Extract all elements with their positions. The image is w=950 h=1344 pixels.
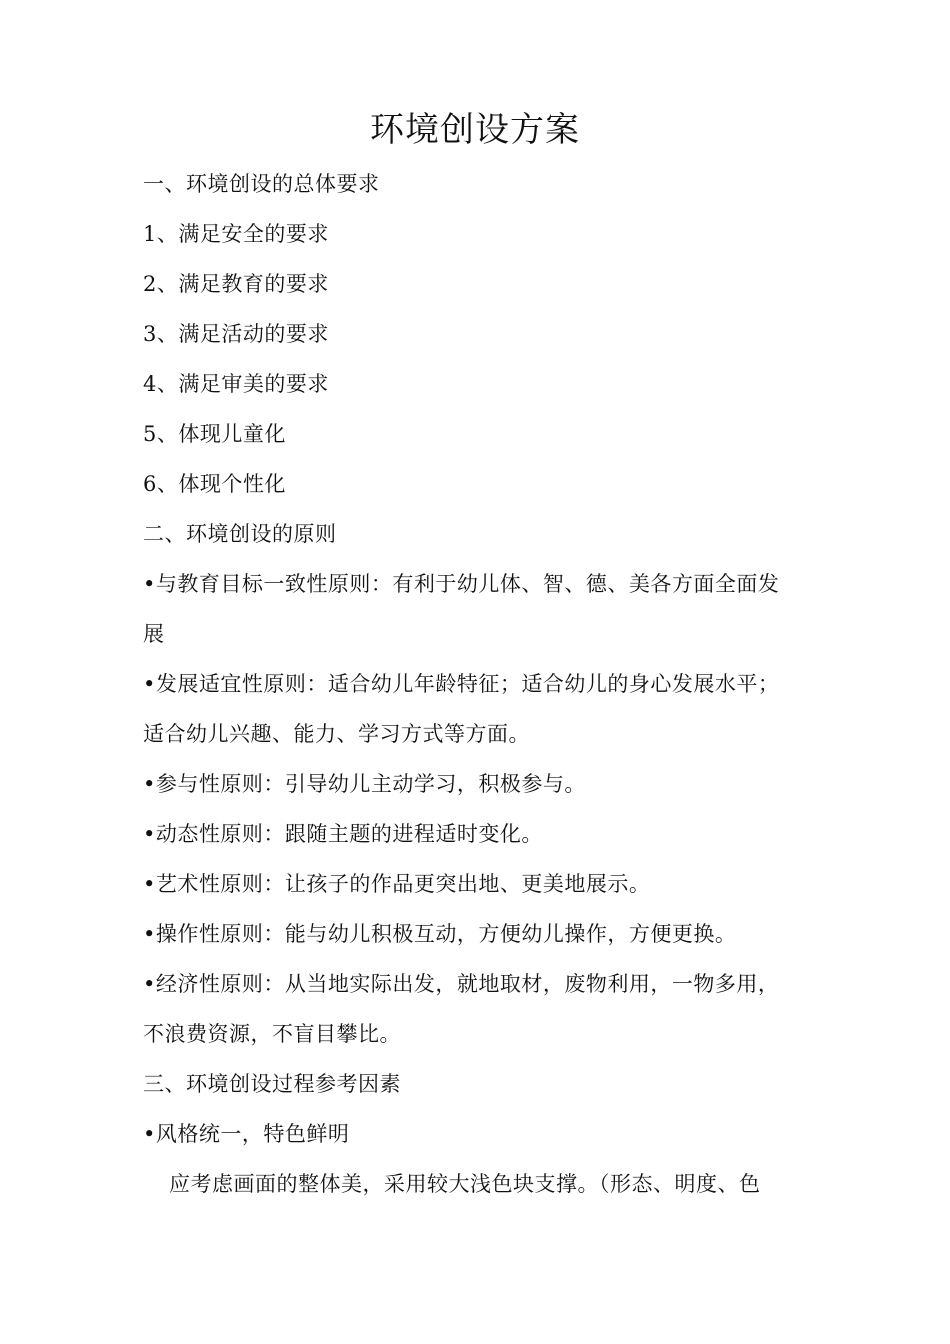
text-line: •风格统一，特色鲜明 [143, 1122, 350, 1146]
text-line: •发展适宜性原则：适合幼儿年龄特征；适合幼儿的身心发展水平； [143, 672, 780, 696]
document-body [143, 165, 808, 1215]
text-line: 5、体现儿童化 [143, 422, 286, 446]
text-line: 6、体现个性化 [143, 472, 286, 496]
text-line: •与教育目标一致性原则：有利于幼儿体、智、德、美各方面全面发 [143, 572, 780, 596]
text-line: 适合幼儿兴趣、能力、学习方式等方面。 [143, 722, 530, 746]
text-line: •参与性原则：引导幼儿主动学习，积极参与。 [143, 772, 586, 796]
text-line: 2、满足教育的要求 [143, 272, 329, 296]
text-line: 不浪费资源，不盲目攀比。 [143, 1022, 401, 1046]
text-line: 1、满足安全的要求 [143, 222, 329, 246]
text-line: 二、环境创设的原则 [143, 522, 337, 546]
text-line: 4、满足审美的要求 [143, 372, 329, 396]
document-title: 环境创设方案 [370, 110, 580, 150]
text-line: 展 [143, 622, 165, 646]
text-line: 3、满足活动的要求 [143, 322, 329, 346]
text-line: 一、环境创设的总体要求 [143, 172, 380, 196]
text-line: •动态性原则：跟随主题的进程适时变化。 [143, 822, 543, 846]
text-line: •艺术性原则：让孩子的作品更突出地、更美地展示。 [143, 872, 651, 896]
text-line: 应考虑画面的整体美，采用较大浅色块支撑。（形态、明度、色 [169, 1172, 761, 1196]
text-line: 三、环境创设过程参考因素 [143, 1072, 401, 1096]
text-line: •操作性原则：能与幼儿积极互动，方便幼儿操作，方便更换。 [143, 922, 737, 946]
text-line: •经济性原则：从当地实际出发，就地取材，废物利用，一物多用， [143, 972, 780, 996]
